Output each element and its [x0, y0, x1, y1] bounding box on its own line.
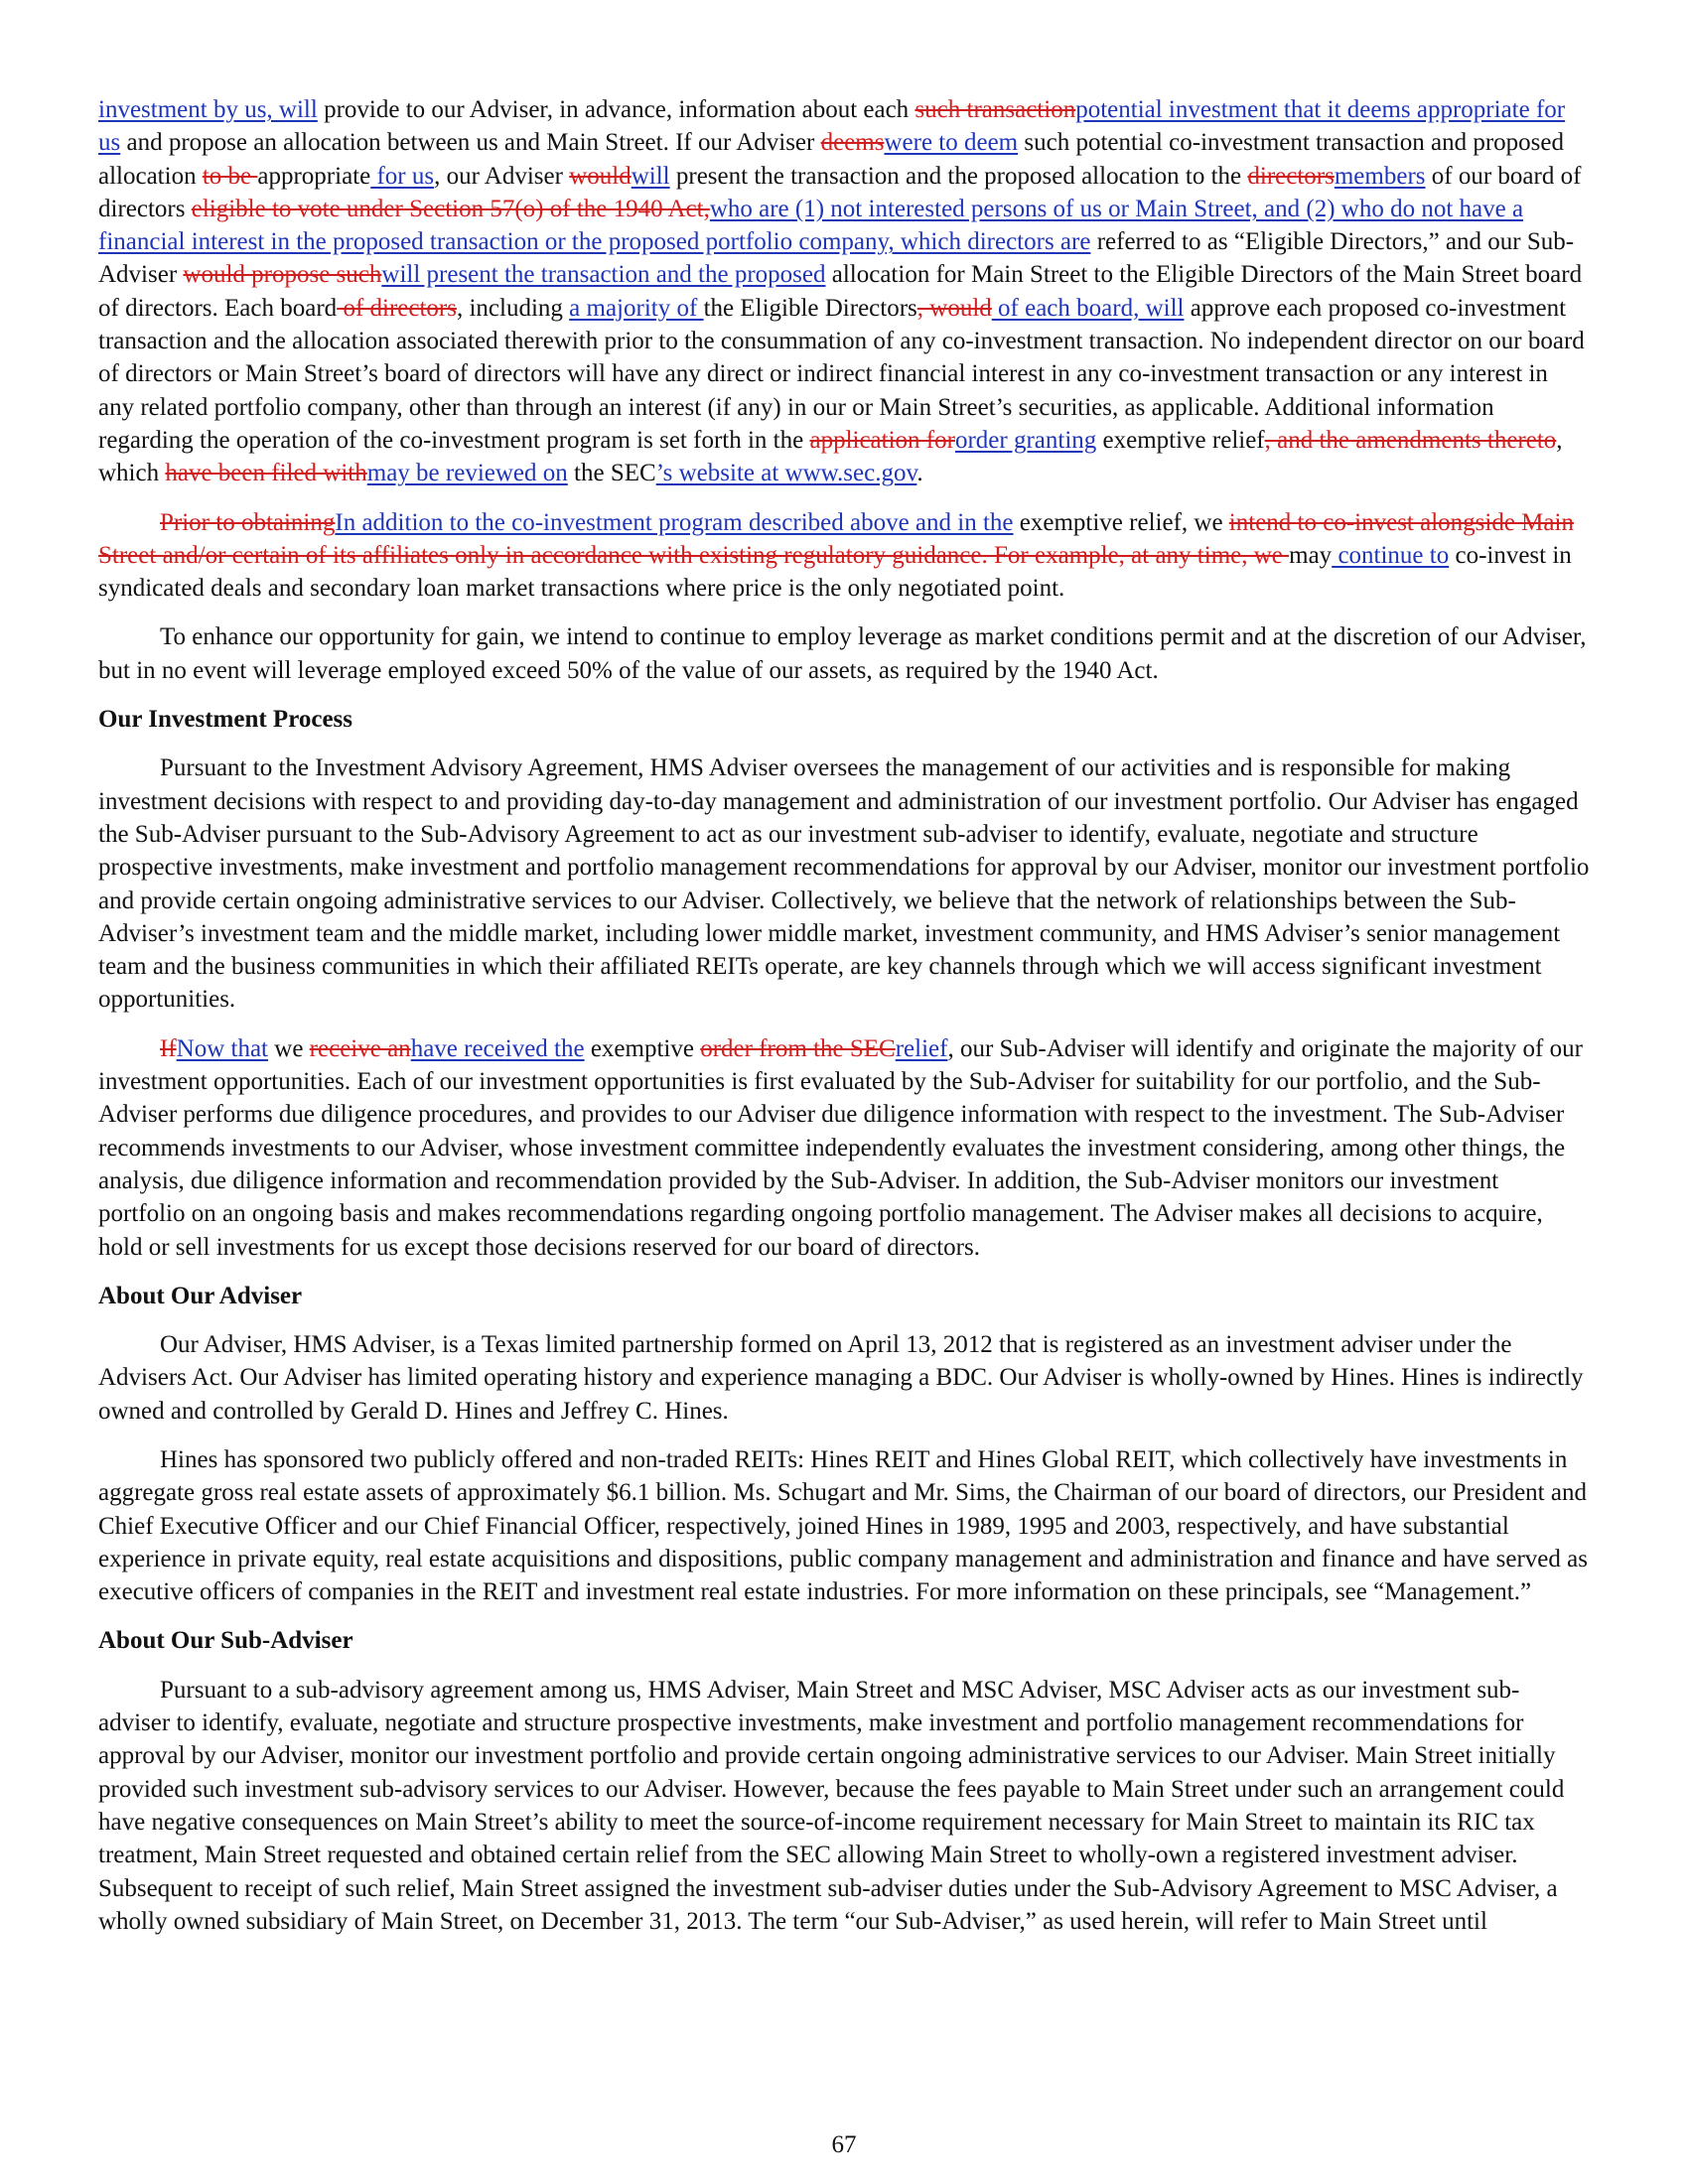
deleted-text: eligible to vote under Section 57(o) of the 1940 Act, — [191, 195, 710, 222]
paragraph-hms-adviser: Our Adviser, HMS Adviser, is a Texas limited partnership formed on April 13, 2012 that is registered as an investment adviser under the Advisers Act. Our Adviser has limited operating history and experience managing a BDC. Our Adviser is wholly-owned by Hines. Hines is indirectly owned and controlled by Gerald D. Hines and Jeffrey C. Hines. — [98, 1331, 1584, 1425]
deleted-text: order from the SEC — [700, 1034, 896, 1062]
body-text: of our board of directors — [98, 162, 1582, 222]
deleted-text: have been filed with — [165, 460, 367, 487]
body-text: , our Adviser — [434, 162, 570, 190]
inserted-text: have received the — [410, 1034, 585, 1062]
deleted-text: intend to co-invest alongside Main Street and/or certain of its affiliates only in accordance with existing regulatory guidance. For example, at any time, we — [98, 508, 1574, 569]
inserted-text: potential investment that it deems appropriate for us — [98, 96, 1566, 157]
paragraph-exemptive-relief — [98, 1032, 1590, 1264]
body-text: provide to our Adviser, in advance, information about each — [317, 96, 915, 123]
inserted-text: a majority of — [569, 294, 704, 322]
deleted-text: would — [569, 162, 632, 190]
body-text: and propose an allocation between us and Main Street. If our Adviser — [120, 129, 821, 157]
inserted-text: may be reviewed on — [366, 460, 568, 487]
inserted-text: investment by us, will — [98, 96, 318, 123]
body-text: may — [1289, 541, 1333, 569]
deleted-text: If — [160, 1034, 177, 1062]
deleted-text: , would — [916, 294, 992, 322]
body-text: , our Sub-Adviser will identify and originate the majority of our investment opportunities. Each of our investment opportunities is first evaluated by the Sub-Adviser for suitability for our portfolio, and the Sub-Adviser performs due diligence procedures, and provides to our Adviser due diligence information with respect to the investment. The Sub-Adviser recommends investments to our Adviser, whose investment committee independently evaluates the investment considering, among other things, the analysis, due diligence information and recommendation provided by the Sub-Adviser. In addition, the Sub-Adviser monitors our investment portfolio on an ongoing basis and makes recommendations regarding ongoing portfolio management. The Adviser makes all decisions to acquire, hold or sell investments for us except those decisions reserved for our board of directors. — [98, 1034, 1583, 1261]
deleted-text: of directors — [337, 294, 457, 322]
deleted-text: application for — [809, 426, 955, 454]
body-text: referred to as “Eligible Directors,” and our Sub-Adviser — [98, 228, 1575, 289]
body-text: , which — [98, 426, 1563, 487]
deleted-text: Prior to obtaining — [160, 508, 336, 536]
deleted-text: would propose such — [183, 261, 382, 289]
inserted-text: continue to — [1332, 541, 1450, 569]
paragraph-hines-reits: Hines has sponsored two publicly offered and non-traded REITs: Hines REIT and Hines Global REIT, which collectively have investments in aggregate gross real estate assets of approximately $6.1 billion. Ms. Schugart and Mr. Sims, the Chairman of our board of directors, our President and Chief Executive Officer and our Chief Financial Officer, respectively, joined Hines in 1989, 1995 and 2003, respectively, and have substantial experience in private equity, real estate acquisitions and dispositions, public company management and administration and finance and have served as executive officers of companies in the REIT and investment real estate industries. For more information on these principals, see “Management.” — [98, 1445, 1588, 1606]
deleted-text: deems — [820, 129, 885, 157]
body-text: we — [268, 1034, 310, 1062]
body-text: such potential co-investment transaction and proposed allocation — [98, 129, 1564, 190]
body-text: allocation for Main Street to the Eligible Directors of the Main Street board of directors. Each board — [98, 261, 1583, 322]
heading-about-adviser: About Our Adviser — [98, 1282, 303, 1309]
paragraph-coinvestment-allocation — [98, 93, 1590, 490]
heading-investment-process: Our Investment Process — [98, 706, 352, 734]
document-body — [98, 93, 1590, 1954]
body-text: appropriate — [257, 162, 371, 190]
inserted-text: relief — [895, 1034, 948, 1062]
deleted-text: directors — [1247, 162, 1335, 190]
heading-about-subadviser: About Our Sub-Adviser — [98, 1627, 353, 1655]
paragraph-leverage: To enhance our opportunity for gain, we intend to continue to employ leverage as market conditions permit and at the discretion of our Adviser, but in no event will leverage employed exceed 50% of the value of our assets, as required by the 1940 Act. — [98, 623, 1587, 684]
body-text: co-invest in syndicated deals and secondary loan market transactions where price is the only negotiated point. — [98, 541, 1572, 603]
inserted-text: of each board, will — [991, 294, 1185, 322]
body-text: the Eligible Directors — [703, 294, 917, 322]
deleted-text: receive an — [309, 1034, 411, 1062]
inserted-text: were to deem — [884, 129, 1019, 157]
body-text: exemptive relief — [1096, 426, 1265, 454]
paragraph-coinvestment-syndicated — [98, 506, 1590, 606]
paragraph-investment-advisory-agreement: Pursuant to the Investment Advisory Agreement, HMS Adviser oversees the management of our activities and is responsible for making investment decisions with respect to and providing day-to-day management and administration of our investment portfolio. Our Adviser has engaged the Sub-Adviser pursuant to the Sub-Advisory Agreement to act as our investment sub-adviser to identify, evaluate, negotiate and structure prospective investments, make investment and portfolio management recommendations for approval by our Adviser, monitor our investment portfolio and provide certain ongoing administrative services to our Adviser. Collectively, we believe that the network of relationships between the Sub-Adviser’s investment team and the middle market, including lower middle market, investment community, and HMS Adviser’s senior management team and the business communities in which their affiliated REITs operate, are key channels through which we will access significant investment opportunities. — [98, 754, 1590, 1014]
inserted-text: for us — [370, 162, 435, 190]
deleted-text: , and the amendments thereto — [1264, 426, 1557, 454]
body-text: , including — [456, 294, 570, 322]
body-text: . — [916, 460, 923, 487]
deleted-text: such transaction — [914, 96, 1076, 123]
inserted-text: order granting — [954, 426, 1097, 454]
body-text: exemptive relief, we — [1013, 508, 1229, 536]
body-text: approve each proposed co-investment transaction and the allocation associated therewith prior to the consummation of any co-investment transaction. No independent director on our board of directors or Main Street’s board of directors will have any direct or indirect financial interest in any co-investment transaction or any interest in any related portfolio company, other than through an interest (if any) in our or Main Street’s securities, as applicable. Additional information regarding the operation of the co-investment program is set forth in the — [98, 294, 1585, 454]
inserted-text: In addition to the co-investment program described above and in the — [335, 508, 1014, 536]
page-number: 67 — [831, 2131, 857, 2158]
inserted-text: will present the transaction and the proposed — [381, 261, 826, 289]
body-text: present the transaction and the proposed allocation to the — [669, 162, 1248, 190]
body-text: the SEC — [567, 460, 656, 487]
inserted-text: will — [631, 162, 670, 190]
inserted-text: who are (1) not interested persons of us or Main Street, and (2) who do not have a financial interest in the proposed transaction or the proposed portfolio company, which directors are — [98, 195, 1524, 256]
inserted-text: members — [1334, 162, 1426, 190]
paragraph-sub-advisory-agreement: Pursuant to a sub-advisory agreement among us, HMS Adviser, Main Street and MSC Adviser, MSC Adviser acts as our investment sub-adviser to identify, evaluate, negotiate and structure prospective investments, make investment and portfolio management recommendations for approval by our Adviser, monitor our investment portfolio and provide certain ongoing administrative services to our Adviser. Main Street initially provided such investment sub-advisory services to our Adviser. However, because the fees payable to Main Street under such an arrangement could have negative consequences on Main Street’s ability to meet the source-of-income requirement necessary for Main Street to maintain its RIC tax treatment, Main Street requested and obtained certain relief from the SEC allowing Main Street to wholly-own a registered investment adviser. Subsequent to receipt of such relief, Main Street assigned the investment sub-adviser duties under the Sub-Advisory Agreement to MSC Adviser, a wholly owned subsidiary of Main Street, on December 31, 2013. The term “our Sub-Adviser,” as used herein, will refer to Main Street until — [98, 1676, 1565, 1935]
inserted-text: Now that — [176, 1034, 269, 1062]
inserted-text: ’s website at www.sec.gov — [655, 460, 917, 487]
body-text: exemptive — [584, 1034, 701, 1062]
deleted-text: to be — [202, 162, 258, 190]
